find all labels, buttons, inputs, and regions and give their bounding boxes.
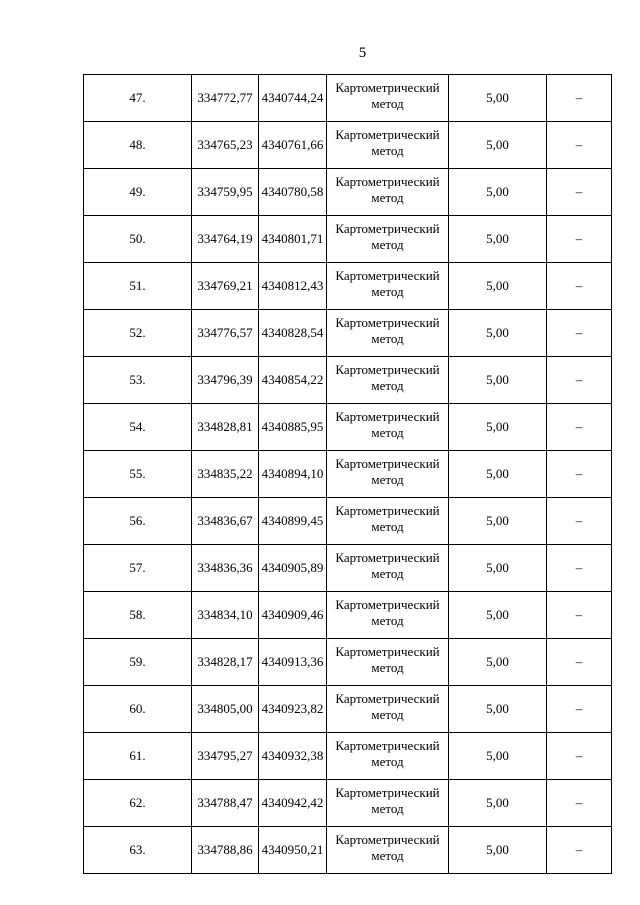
method-line-2: метод — [371, 143, 404, 158]
accuracy-cell: 5,00 — [449, 545, 547, 592]
table-row — [84, 639, 612, 686]
method-cell — [327, 686, 449, 733]
y-coordinate-cell: 4340909,46 — [259, 592, 327, 639]
method-line-1: Картометрический — [335, 221, 440, 236]
method-cell — [327, 592, 449, 639]
method-line-2: метод — [371, 190, 404, 205]
table-row — [84, 733, 612, 780]
x-coordinate-cell: 334759,95 — [192, 169, 259, 216]
x-coordinate-cell: 334788,47 — [192, 780, 259, 827]
point-number-cell: 60. — [84, 686, 192, 733]
y-coordinate-cell: 4340905,89 — [259, 545, 327, 592]
accuracy-cell: 5,00 — [449, 639, 547, 686]
accuracy-cell: 5,00 — [449, 169, 547, 216]
dash-cell: – — [547, 780, 612, 827]
table-row — [84, 592, 612, 639]
method-line-1: Картометрический — [335, 268, 440, 283]
accuracy-cell: 5,00 — [449, 780, 547, 827]
method-line-2: метод — [371, 801, 404, 816]
method-cell — [327, 639, 449, 686]
method-line-1: Картометрический — [335, 550, 440, 565]
method-cell — [327, 545, 449, 592]
dash-cell: – — [547, 451, 612, 498]
dash-cell: – — [547, 639, 612, 686]
method-line-1: Картометрический — [335, 362, 440, 377]
point-number-cell: 53. — [84, 357, 192, 404]
method-line-2: метод — [371, 378, 404, 393]
x-coordinate-cell: 334795,27 — [192, 733, 259, 780]
accuracy-cell: 5,00 — [449, 404, 547, 451]
method-line-2: метод — [371, 472, 404, 487]
method-cell — [327, 827, 449, 874]
method-line-2: метод — [371, 754, 404, 769]
method-line-2: метод — [371, 848, 404, 863]
point-number-cell: 50. — [84, 216, 192, 263]
point-number-cell: 59. — [84, 639, 192, 686]
x-coordinate-cell: 334765,23 — [192, 122, 259, 169]
table-row — [84, 451, 612, 498]
method-line-2: метод — [371, 284, 404, 299]
method-line-1: Картометрический — [335, 315, 440, 330]
point-number-cell: 49. — [84, 169, 192, 216]
dash-cell: – — [547, 263, 612, 310]
method-line-1: Картометрический — [335, 456, 440, 471]
x-coordinate-cell: 334805,00 — [192, 686, 259, 733]
table-row — [84, 75, 612, 122]
dash-cell: – — [547, 686, 612, 733]
accuracy-cell: 5,00 — [449, 216, 547, 263]
method-line-2: метод — [371, 566, 404, 581]
table-row — [84, 122, 612, 169]
y-coordinate-cell: 4340942,42 — [259, 780, 327, 827]
method-cell — [327, 263, 449, 310]
method-line-2: метод — [371, 707, 404, 722]
dash-cell: – — [547, 733, 612, 780]
method-line-1: Картометрический — [335, 644, 440, 659]
method-line-1: Картометрический — [335, 409, 440, 424]
method-line-1: Картометрический — [335, 174, 440, 189]
method-line-2: метод — [371, 519, 404, 534]
dash-cell: – — [547, 404, 612, 451]
dash-cell: – — [547, 592, 612, 639]
x-coordinate-cell: 334836,36 — [192, 545, 259, 592]
method-line-1: Картометрический — [335, 691, 440, 706]
method-line-2: метод — [371, 425, 404, 440]
y-coordinate-cell: 4340761,66 — [259, 122, 327, 169]
method-line-1: Картометрический — [335, 832, 440, 847]
point-number-cell: 62. — [84, 780, 192, 827]
point-number-cell: 47. — [84, 75, 192, 122]
y-coordinate-cell: 4340913,36 — [259, 639, 327, 686]
method-line-2: метод — [371, 96, 404, 111]
accuracy-cell: 5,00 — [449, 75, 547, 122]
accuracy-cell: 5,00 — [449, 827, 547, 874]
method-cell — [327, 169, 449, 216]
y-coordinate-cell: 4340744,24 — [259, 75, 327, 122]
x-coordinate-cell: 334769,21 — [192, 263, 259, 310]
table-row — [84, 498, 612, 545]
dash-cell: – — [547, 122, 612, 169]
x-coordinate-cell: 334776,57 — [192, 310, 259, 357]
point-number-cell: 57. — [84, 545, 192, 592]
table-row — [84, 310, 612, 357]
method-line-1: Картометрический — [335, 785, 440, 800]
accuracy-cell: 5,00 — [449, 686, 547, 733]
method-line-2: метод — [371, 613, 404, 628]
accuracy-cell: 5,00 — [449, 592, 547, 639]
table-row — [84, 827, 612, 874]
method-cell — [327, 216, 449, 263]
method-line-1: Картометрический — [335, 127, 440, 142]
point-number-cell: 63. — [84, 827, 192, 874]
table-row — [84, 357, 612, 404]
y-coordinate-cell: 4340894,10 — [259, 451, 327, 498]
method-line-2: метод — [371, 237, 404, 252]
table-row — [84, 686, 612, 733]
dash-cell: – — [547, 357, 612, 404]
table-row — [84, 169, 612, 216]
y-coordinate-cell: 4340854,22 — [259, 357, 327, 404]
table-row — [84, 780, 612, 827]
x-coordinate-cell: 334828,81 — [192, 404, 259, 451]
accuracy-cell: 5,00 — [449, 122, 547, 169]
y-coordinate-cell: 4340780,58 — [259, 169, 327, 216]
method-cell — [327, 451, 449, 498]
y-coordinate-cell: 4340950,21 — [259, 827, 327, 874]
x-coordinate-cell: 334834,10 — [192, 592, 259, 639]
accuracy-cell: 5,00 — [449, 733, 547, 780]
y-coordinate-cell: 4340828,54 — [259, 310, 327, 357]
method-cell — [327, 122, 449, 169]
coordinates-table-body — [84, 75, 612, 874]
method-line-1: Картометрический — [335, 80, 440, 95]
accuracy-cell: 5,00 — [449, 451, 547, 498]
accuracy-cell: 5,00 — [449, 263, 547, 310]
point-number-cell: 54. — [84, 404, 192, 451]
x-coordinate-cell: 334764,19 — [192, 216, 259, 263]
table-row — [84, 216, 612, 263]
y-coordinate-cell: 4340923,82 — [259, 686, 327, 733]
method-line-2: метод — [371, 660, 404, 675]
method-line-1: Картометрический — [335, 503, 440, 518]
method-line-1: Картометрический — [335, 738, 440, 753]
x-coordinate-cell: 334828,17 — [192, 639, 259, 686]
method-cell — [327, 75, 449, 122]
point-number-cell: 55. — [84, 451, 192, 498]
accuracy-cell: 5,00 — [449, 357, 547, 404]
point-number-cell: 48. — [84, 122, 192, 169]
point-number-cell: 52. — [84, 310, 192, 357]
x-coordinate-cell: 334788,86 — [192, 827, 259, 874]
x-coordinate-cell: 334835,22 — [192, 451, 259, 498]
y-coordinate-cell: 4340899,45 — [259, 498, 327, 545]
dash-cell: – — [547, 75, 612, 122]
dash-cell: – — [547, 310, 612, 357]
coordinates-table — [83, 74, 612, 874]
table-row — [84, 263, 612, 310]
method-cell — [327, 780, 449, 827]
x-coordinate-cell: 334796,39 — [192, 357, 259, 404]
table-row — [84, 404, 612, 451]
x-coordinate-cell: 334836,67 — [192, 498, 259, 545]
method-cell — [327, 404, 449, 451]
accuracy-cell: 5,00 — [449, 310, 547, 357]
method-cell — [327, 310, 449, 357]
method-cell — [327, 733, 449, 780]
dash-cell: – — [547, 169, 612, 216]
point-number-cell: 56. — [84, 498, 192, 545]
method-cell — [327, 357, 449, 404]
dash-cell: – — [547, 827, 612, 874]
point-number-cell: 51. — [84, 263, 192, 310]
accuracy-cell: 5,00 — [449, 498, 547, 545]
y-coordinate-cell: 4340801,71 — [259, 216, 327, 263]
dash-cell: – — [547, 216, 612, 263]
y-coordinate-cell: 4340885,95 — [259, 404, 327, 451]
page-number: 5 — [358, 45, 367, 61]
x-coordinate-cell: 334772,77 — [192, 75, 259, 122]
y-coordinate-cell: 4340932,38 — [259, 733, 327, 780]
table-row — [84, 545, 612, 592]
method-line-2: метод — [371, 331, 404, 346]
dash-cell: – — [547, 545, 612, 592]
dash-cell: – — [547, 498, 612, 545]
y-coordinate-cell: 4340812,43 — [259, 263, 327, 310]
point-number-cell: 61. — [84, 733, 192, 780]
method-line-1: Картометрический — [335, 597, 440, 612]
point-number-cell: 58. — [84, 592, 192, 639]
method-cell — [327, 498, 449, 545]
